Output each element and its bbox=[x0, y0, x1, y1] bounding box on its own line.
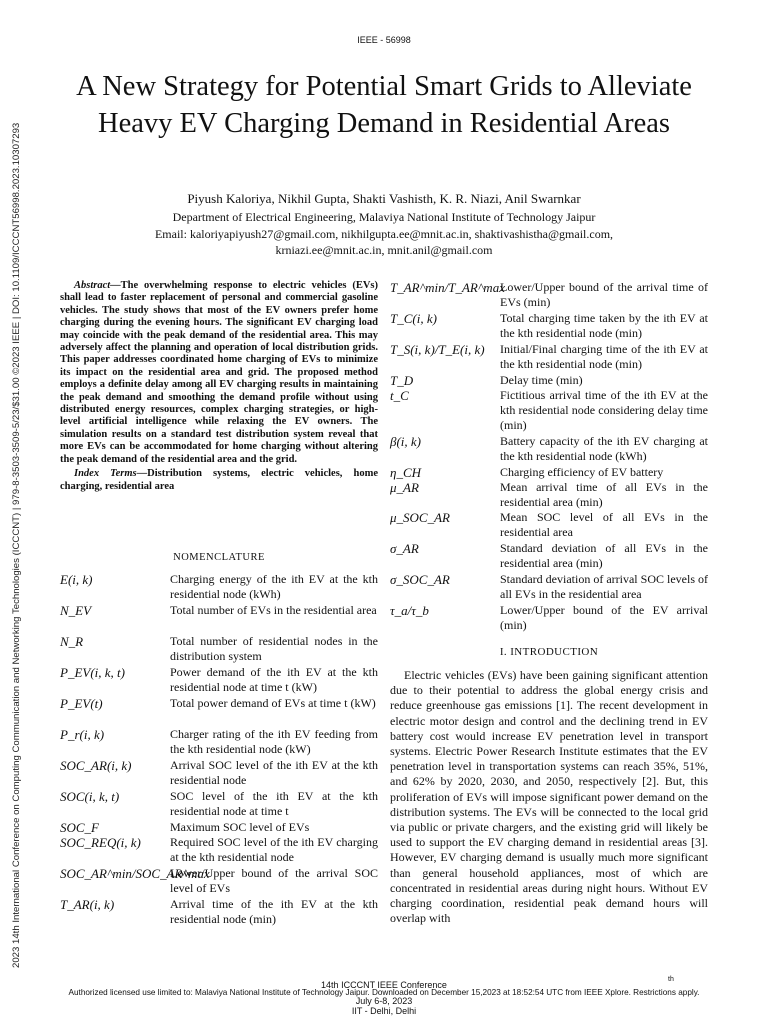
footer-conference-name: 14th ICCCNT IEEE Conference bbox=[321, 980, 447, 990]
nomenclature-definition: SOC level of the ith EV at the kth residential node at time t bbox=[170, 789, 378, 819]
nomenclature-symbol: τ_a/τ_b bbox=[390, 603, 429, 618]
nomenclature-symbol: T_D bbox=[390, 373, 414, 388]
nomenclature-definition: Standard deviation of all EVs in the residential area (min) bbox=[500, 541, 708, 571]
nomenclature-definition: Standard deviation of arrival SOC levels of all EVs in the residential area bbox=[500, 572, 708, 602]
nomenclature-definition: Arrival time of the ith EV at the kth residential node (min) bbox=[170, 897, 378, 927]
abstract-text: —The overwhelming response to electric vehicles (EVs) shall lead to faster replacement of personal and commercial gasoline vehicles. The study shows that most of the EV owners prefer home charging during the evening hours. The significant EV charging load may coincide with the peak demand of the residential area. This may adversely affect the planning and operation of local distribution grids. This paper addresses coordinated home charging of EVs to minimize its impact on the residential area and grid. The proposed method employs a definite delay among all EV charging results in maintaining the peak demand and smoothing the demand profile without using distributed energy resources, complex charging strategies, or high-level artificial intelligence while relaxing the EV owners. The simulation results on a standard test distribution system reveal that more EVs can be accommodated for home charging without altering the peak demand of the residential area and the grid. bbox=[60, 280, 378, 465]
nomenclature-symbol: SOC_AR(i, k) bbox=[60, 758, 132, 773]
nomenclature-definition: Mean arrival time of all EVs in the residential area (min) bbox=[500, 480, 708, 510]
license-notice: Authorized licensed use limited to: Malaviya National Institute of Technology Jaipur. Downloaded on December 15,2023 at 18:52:54 UTC from IEEE Xplore. Restrictions apply. bbox=[68, 988, 700, 997]
footer-th: th bbox=[668, 976, 674, 983]
nomenclature-symbol: P_EV(t) bbox=[60, 696, 103, 711]
nomenclature-definition: Power demand of the ith EV at the kth residential node at time t (kW) bbox=[170, 665, 378, 695]
nomenclature-definition: Total number of residential nodes in the distribution system bbox=[170, 634, 378, 664]
nomenclature-symbol: T_C(i, k) bbox=[390, 311, 437, 326]
nomenclature-definition: Mean SOC level of all EVs in the residential area bbox=[500, 510, 708, 540]
nomenclature-definition: Total number of EVs in the residential area bbox=[170, 603, 377, 617]
nomenclature-definition: Battery capacity of the ith EV charging at the kth residential node (kWh) bbox=[500, 434, 708, 464]
nomenclature-symbol: SOC_F bbox=[60, 820, 99, 835]
nomenclature-definition: Charger rating of the ith EV feeding from the kth residential node (kW) bbox=[170, 727, 378, 757]
abstract-block bbox=[60, 280, 378, 493]
nomenclature-symbol: σ_SOC_AR bbox=[390, 572, 450, 587]
nomenclature-symbol: E(i, k) bbox=[60, 572, 93, 587]
nomenclature-definition: Fictitious arrival time of the ith EV at the kth residential node considering delay time (min) bbox=[500, 388, 708, 433]
nomenclature-symbol: SOC(i, k, t) bbox=[60, 789, 120, 804]
email-line-1: Email: kaloriyapiyush27@gmail.com, nikhilgupta.ee@mnit.ac.in, shaktivashistha@gmail.com, bbox=[154, 227, 614, 241]
nomenclature-symbol: SOC_AR^min/SOC_AR^max bbox=[60, 866, 210, 881]
nomenclature-definition: Charging energy of the ith EV at the kth residential node (kWh) bbox=[170, 572, 378, 602]
nomenclature-definition: Required SOC level of the ith EV charging at the kth residential node bbox=[170, 835, 378, 865]
nomenclature-symbol: β(i, k) bbox=[390, 434, 422, 449]
introduction-text: Electric vehicles (EVs) have been gaining significant attention due to their potential to address the global energy crisis and reduce greenhouse gas emissions [1]. The recent development in electric motor design and control and the declining trend in EV battery cost would increase EV penetration level in transport systems. Electric Power Research Institute estimates that the EV penetration level in transportation systems can reach 35%, 51%, and 62% by 2020, 2030, and 2050, respectively [2]. But, this proliferation of EVs will impose significant power demand on the distribution systems. The EVs will be connected to the local grid via public or private chargers, and the existing grid will likely be used to support the EV charging demand in residential areas [3]. However, EV charging demand is usually much more significant than general household appliances, most of which are concentrated in residential areas during night hours. Without EV charging coordination, residential peak demand hours will overlap with bbox=[390, 668, 708, 926]
nomenclature-right bbox=[390, 280, 708, 640]
footer-dates: July 6-8, 2023 bbox=[355, 996, 413, 1006]
nomenclature-symbol: t_C bbox=[390, 388, 409, 403]
nomenclature-definition: Lower/Upper bound of the arrival SOC level of EVs bbox=[170, 866, 378, 896]
nomenclature-definition: Total power demand of EVs at time t (kW) bbox=[170, 696, 376, 710]
nomenclature-symbol: η_CH bbox=[390, 465, 422, 480]
nomenclature-definition: Total charging time taken by the ith EV at the kth residential node (min) bbox=[500, 311, 708, 341]
nomenclature-definition: Maximum SOC level of EVs bbox=[170, 820, 310, 834]
author-list: Piyush Kaloriya, Nikhil Gupta, Shakti Vashisth, K. R. Niazi, Anil Swarnkar bbox=[187, 191, 581, 206]
index-terms-text: —Distribution systems, electric vehicles, home charging, residential area bbox=[60, 468, 378, 492]
abstract-label: Abstract bbox=[74, 280, 111, 291]
nomenclature-symbol: N_EV bbox=[60, 603, 92, 618]
nomenclature-symbol: N_R bbox=[60, 634, 84, 649]
nomenclature-definition: Initial/Final charging time of the ith EV at the kth residential node (min) bbox=[500, 342, 708, 372]
paper-title: A New Strategy for Potential Smart Grids to Alleviate Heavy EV Charging Demand in Residential Areas bbox=[76, 71, 692, 139]
nomenclature-definition: Charging efficiency of EV battery bbox=[500, 465, 664, 479]
nomenclature-definition: Lower/Upper bound of the EV arrival (min) bbox=[500, 603, 708, 633]
affiliation: Department of Electrical Engineering, Malaviya National Institute of Technology Jaipur bbox=[172, 210, 596, 224]
index-terms-label: Index Terms bbox=[74, 468, 137, 480]
nomenclature-symbol: σ_AR bbox=[390, 541, 419, 556]
nomenclature-symbol: T_AR^min/T_AR^max bbox=[390, 280, 505, 295]
nomenclature-symbol: T_AR(i, k) bbox=[60, 897, 115, 912]
nomenclature-symbol: SOC_REQ(i, k) bbox=[60, 835, 141, 850]
nomenclature-symbol: P_EV(i, k, t) bbox=[60, 665, 125, 680]
conference-code: IEEE - 56998 bbox=[357, 35, 411, 45]
nomenclature-definition: Lower/Upper bound of the arrival time of EVs (min) bbox=[500, 280, 708, 310]
nomenclature-symbol: μ_AR bbox=[390, 480, 419, 495]
footer-place: IIT - Delhi, Delhi bbox=[351, 1006, 417, 1016]
nomenclature-definition: Delay time (min) bbox=[500, 373, 583, 387]
nomenclature-heading: NOMENCLATURE bbox=[173, 552, 265, 563]
citation-text: 2023 14th International Conference on Computing Communication and Networking Technologies (ICCCNT) | 979-8-3503-3509-5/23/$31.00 ©2023 IEEE | DOI: 10.1109/ICCCNT56998.2023.10307293 bbox=[11, 122, 22, 968]
email-line-2: krniazi.ee@mnit.ac.in, mnit.anil@gmail.com bbox=[275, 243, 493, 257]
introduction-heading: I. INTRODUCTION bbox=[499, 646, 599, 658]
nomenclature-symbol: T_S(i, k)/T_E(i, k) bbox=[390, 342, 485, 357]
nomenclature-left bbox=[60, 572, 378, 932]
nomenclature-symbol: μ_SOC_AR bbox=[390, 510, 450, 525]
nomenclature-symbol: P_r(i, k) bbox=[60, 727, 105, 742]
nomenclature-definition: Arrival SOC level of the ith EV at the kth residential node bbox=[170, 758, 378, 788]
